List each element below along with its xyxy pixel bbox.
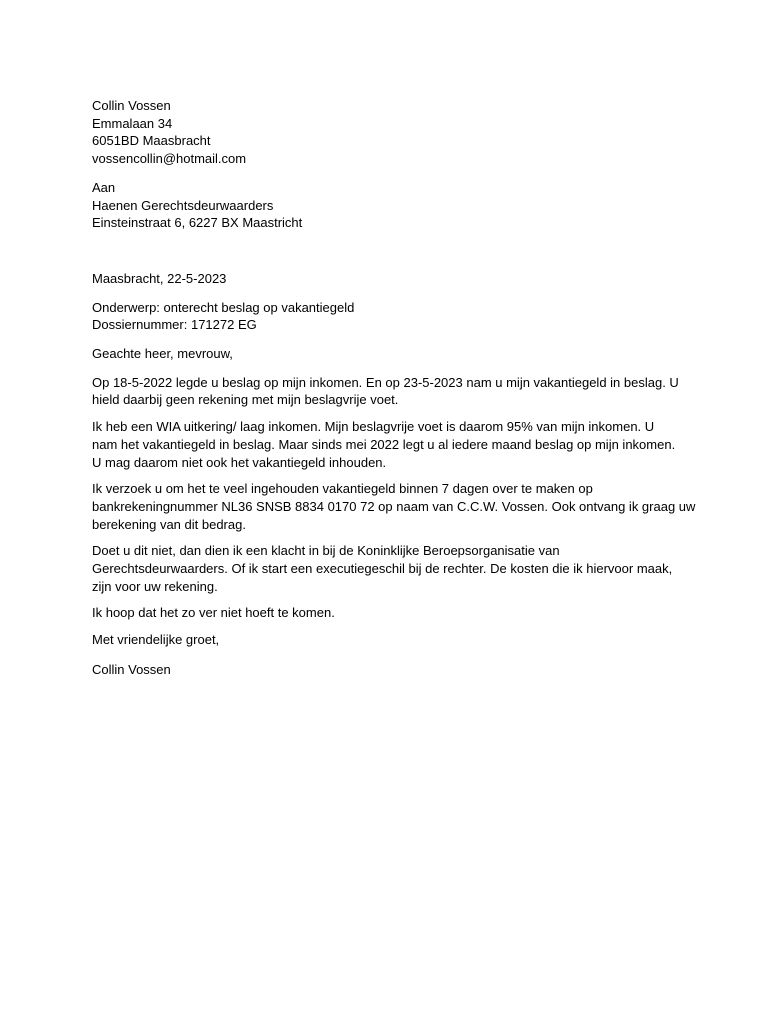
- body-paragraph: [92, 418, 684, 471]
- sender-address-block: [92, 97, 684, 168]
- paragraph-line: Op 18-5-2022 legde u beslag op mijn inkomen. En op 23-5-2023 nam u mijn vakantiegeld in beslag. U: [92, 374, 679, 390]
- paragraph-line: U mag daarom niet ook het vakantiegeld inhouden.: [92, 454, 387, 470]
- recipient-to-label: Aan: [92, 179, 116, 195]
- body-paragraph: [92, 374, 684, 409]
- paragraph-line: hield daarbij geen rekening met mijn beslagvrije voet.: [92, 392, 399, 408]
- recipient-address: Einsteinstraat 6, 6227 BX Maastricht: [92, 215, 303, 231]
- letter-page: [92, 97, 696, 679]
- recipient-address-block: [92, 179, 684, 232]
- body-paragraph: [92, 542, 684, 595]
- body-paragraph: [92, 480, 696, 533]
- paragraph-line: nam het vakantiegeld in beslag. Maar sinds mei 2022 legt u al iedere maand beslag op mijn inkomen.: [92, 436, 676, 452]
- sender-street: Emmalaan 34: [92, 115, 173, 131]
- paragraph-line: bankrekeningnummer NL36 SNSB 8834 0170 72 op naam van C.C.W. Vossen. Ook ontvang ik graag uw: [92, 498, 696, 514]
- paragraph-line: Ik verzoek u om het te veel ingehouden vakantiegeld binnen 7 dagen over te maken op: [92, 481, 593, 497]
- paragraph-line: zijn voor uw rekening.: [92, 578, 218, 594]
- paragraph-line: Gerechtsdeurwaarders. Of ik start een executiegeschil bij de rechter. De kosten die ik hiervoor maak,: [92, 561, 673, 577]
- subject-line: Onderwerp: onterecht beslag op vakantiegeld: [92, 299, 355, 315]
- paragraph-line: Ik hoop dat het zo ver niet hoeft te komen.: [92, 605, 335, 621]
- paragraph-line: berekening van dit bedrag.: [92, 516, 246, 532]
- sender-name: Collin Vossen: [92, 98, 171, 113]
- subject-block: [92, 299, 684, 334]
- paragraph-line: Ik heb een WIA uitkering/ laag inkomen. Mijn beslagvrije voet is daarom 95% van mijn inkomen. U: [92, 419, 655, 435]
- date-line: Maasbracht, 22-5-2023: [92, 270, 227, 286]
- recipient-name: Haenen Gerechtsdeurwaarders: [92, 197, 274, 213]
- closing: Met vriendelijke groet,: [92, 632, 220, 648]
- dossier-number: Dossiernummer: 171272 EG: [92, 317, 257, 333]
- sender-postal-city: 6051BD Maasbracht: [92, 133, 211, 149]
- salutation: Geachte heer, mevrouw,: [92, 346, 233, 362]
- body-paragraph: [92, 604, 684, 622]
- signature-name: Collin Vossen: [92, 661, 171, 677]
- sender-email: vossencollin@hotmail.com: [92, 151, 247, 167]
- paragraph-line: Doet u dit niet, dan dien ik een klacht in bij de Koninklijke Beroepsorganisatie van: [92, 543, 560, 559]
